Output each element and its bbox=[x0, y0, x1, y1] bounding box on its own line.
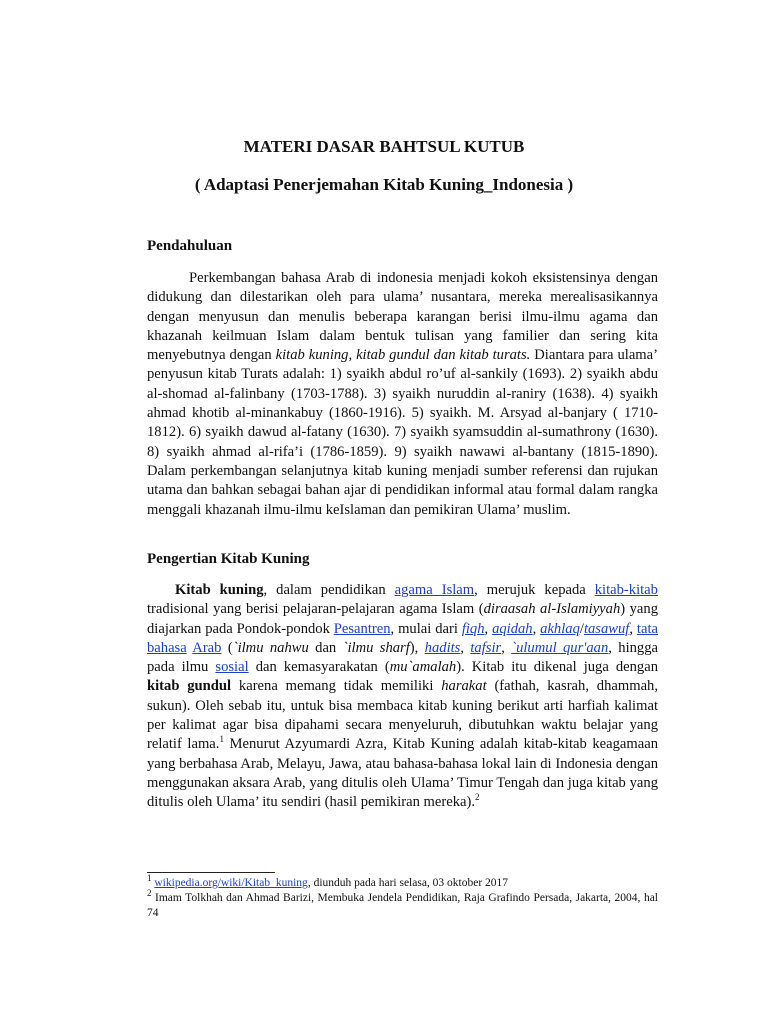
link-agama-islam[interactable]: agama Islam bbox=[394, 582, 475, 598]
text-run: ( bbox=[221, 639, 233, 656]
link-hadits[interactable]: hadits bbox=[424, 639, 461, 656]
text-run: , bbox=[501, 639, 512, 656]
text-run: dan kemasyarakatan ( bbox=[248, 659, 390, 676]
footnote-2 bbox=[147, 888, 658, 921]
text-run: / bbox=[579, 620, 584, 637]
footnote-text: Imam Tolkhah dan Ahmad Barizi, Membuka Jendela Pendidikan, Raja Grafindo Persada, Jakarta, 2004, hal 74 bbox=[147, 892, 658, 919]
footnote-number: 2 bbox=[147, 888, 152, 899]
link-arab[interactable]: Arab bbox=[192, 639, 222, 656]
link-akhlaq[interactable]: akhlaq bbox=[540, 620, 580, 637]
italic-run: `ilmu nahwu bbox=[232, 639, 309, 656]
footnote-ref-1[interactable]: 1 bbox=[219, 734, 224, 745]
footnote-link-wikipedia[interactable]: wikipedia.org/wiki/Kitab_kuning bbox=[154, 877, 308, 889]
document-subtitle: ( Adaptasi Penerjemahan Kitab Kuning_Indonesia ) bbox=[194, 175, 574, 194]
italic-run: mu`amalah bbox=[389, 659, 457, 676]
paragraph-text: Perkembangan bahasa Arab di indonesia menjadi kokoh eksistensinya dengan didukung dan dilestarikan oleh para ulama’ nusantara, mereka merealisasikannya dengan menyusun dan menulis beberapa karangan berisi ilmu-ilmu agama dan khazanah keilmuan Islam dalam bentuk tulisan yang familier dan sering kita menyebutnya dengan bbox=[147, 270, 658, 364]
italic-run: diraasah al-Islamiyyah bbox=[483, 601, 621, 618]
link-tata-bahasa[interactable]: tata bahasa bbox=[147, 620, 658, 656]
text-run: ), bbox=[409, 639, 425, 656]
text-run: karena memang tidak memiliki bbox=[231, 678, 442, 695]
link-fiqh[interactable]: fiqh bbox=[461, 620, 485, 637]
text-run: Menurut Azyumardi Azra, Kitab Kuning adalah kitab-kitab keagamaan yang berbahasa Arab, Melayu, Jawa, atau bahasa-bahasa lokal lain di Indonesia dengan menggunakan aksara Arab, yang ditulis oleh Ulama’ Timur Tengah dan juga kitab yang ditulis oleh Ulama’ itu sendiri (hasil pemikiran mereka). bbox=[147, 736, 659, 811]
link-tafsir[interactable]: tafsir bbox=[470, 639, 502, 656]
text-run: , bbox=[460, 639, 471, 656]
link-kitab-kitab[interactable]: kitab-kitab bbox=[594, 582, 658, 598]
footnote-ref-2[interactable]: 2 bbox=[475, 792, 480, 803]
text-run: , bbox=[629, 620, 637, 637]
text-run: tradisional yang berisi pelajaran-pelajaran agama Islam ( bbox=[147, 601, 484, 618]
link-sosial[interactable]: sosial bbox=[215, 659, 249, 676]
text-run: ) yang diajarkan pada Pondok-pondok bbox=[147, 601, 658, 637]
text-run: , dalam pendidikan bbox=[263, 582, 395, 598]
link-ulumul-quraan[interactable]: `ulumul qur'aan bbox=[511, 639, 609, 656]
text-run: , bbox=[484, 620, 493, 637]
paragraph-text-cont: Diantara para ulama’ penyusun kitab Turats adalah: 1) syaikh abdul ro’uf al-sankily (1693). 2) syaikh abdu al-shomad al-falinbany (1703-1788). 3) syaikh nuruddin al-raniry (1638). 4) syaikh ahmad khotib al-minankabuy (1860-1916). 5) syaikh. M. Arsyad al-banjary ( 1710-1812). 6) syaikh dawud al-fatany (1630). 7) syaikh syamsuddin al-sumathrony (1630). 8) syaikh ahmad al-rifa’i (1786-1859). 9) syaikh nawawi al-bantany (1815-1890). Dalam perkembangan selanjutnya kitab kuning menjadi sumber referensi dan rujukan utama dan bahkan sebagai bahan ajar di pendidikan informal atau formal dalam rangka menggali khazanah ilmu-ilmu keIslaman dan pemikiran Ulama’ muslim. bbox=[147, 347, 658, 518]
section-heading-pendahuluan: Pendahuluan bbox=[147, 238, 233, 254]
text-run: (fathah, kasrah, dhammah, sukun). Oleh sebab itu, untuk bisa membaca kitab kuning berikut arti harfiah kalimat per kalimat agar bisa dipahami secara menyeluruh, dibutuhkan waktu belajar yang relatif lama. bbox=[147, 678, 658, 753]
footnote-number: 1 bbox=[147, 873, 152, 884]
paragraph-italic: kitab kuning, kitab gundul dan kitab turats. bbox=[275, 347, 531, 364]
footnote-separator bbox=[147, 872, 275, 873]
text-run: , mulai dari bbox=[390, 620, 462, 637]
text-run: , hingga pada ilmu bbox=[147, 639, 658, 676]
footnote-text: , diunduh pada hari selasa, 03 oktober 2017 bbox=[307, 877, 509, 889]
paragraph-pengertian bbox=[147, 581, 658, 813]
text-run: , bbox=[532, 620, 541, 637]
text-run: , merujuk kepada bbox=[474, 582, 595, 598]
term-kitab-gundul: kitab gundul bbox=[147, 678, 232, 695]
term-kitab-kuning: Kitab kuning bbox=[175, 582, 264, 598]
footnote-1 bbox=[147, 873, 658, 891]
italic-run: harakat bbox=[441, 678, 487, 695]
document-title: MATERI DASAR BAHTSUL KUTUB bbox=[243, 137, 525, 156]
section-heading-pengertian: Pengertian Kitab Kuning bbox=[147, 551, 310, 567]
text-run: ). Kitab itu dikenal juga dengan bbox=[456, 659, 659, 676]
text-run: dan bbox=[308, 639, 343, 656]
link-tasawuf[interactable]: tasawuf bbox=[583, 620, 630, 637]
link-aqidah[interactable]: aqidah bbox=[492, 620, 533, 637]
paragraph-pendahuluan bbox=[147, 269, 658, 520]
italic-run: `ilmu sharf bbox=[342, 639, 410, 656]
link-pesantren[interactable]: Pesantren bbox=[333, 620, 391, 637]
